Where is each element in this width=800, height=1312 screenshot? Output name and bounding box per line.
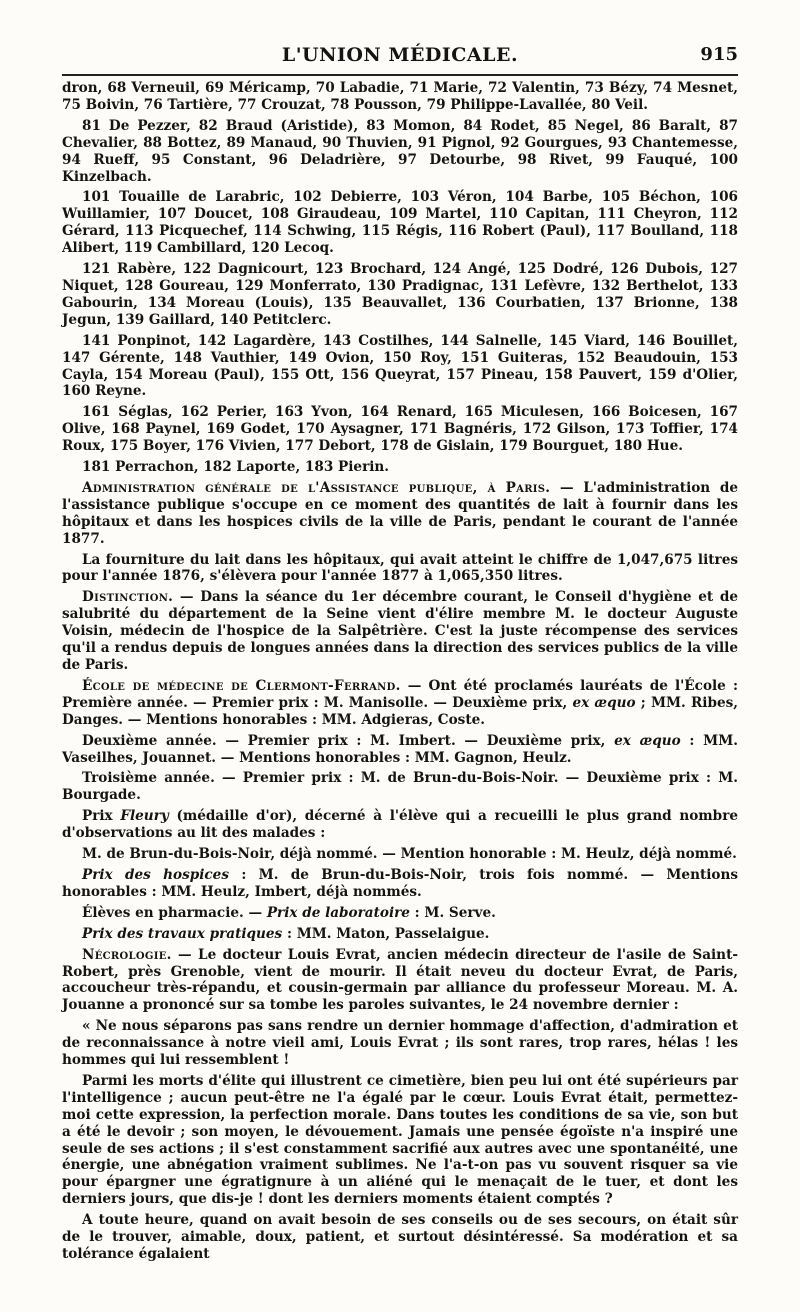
eulogy-paragraph: Parmi les morts d'élite qui illustrent ce cimetière, bien peu lui ont été supérieurs par l'intelligence ; aucun peut-être ne l'a égalé par le cœur. Louis Evrat était, permettez-moi cette expression, la perfection morale. Dans toutes les conditions de sa vie, son but a été le devoir ; son moyen, le dévouement. Jamais une pensée égoïste n'a inspiré une seule de ses actions ; il s'est constamment sacrifié aux autres avec une spontanéité, une énergie, une abnégation vraiment sublimes. Ne l'a-t-on pas vu souvent risquer sa vie pour épargner une égratignure à un aliéné qui le menaçait de le tuer, et dont les derniers jours, que dis-je ! dont les derniers moments étaient comptés ? — [62, 1072, 738, 1208]
fleury-b: (médaille d'or), décerné à l'élève qui a recueilli le plus grand nombre d'observations au lit des malades : — [62, 808, 738, 842]
travaux-text: : MM. Maton, Passelaigue. — [282, 925, 490, 942]
distinction-text: — Dans la séance du 1er décembre courant, le Conseil d'hygiène et de salubrité du département de la Seine vient d'élire membre M. le docteur Auguste Voisin, médecin de l'hospice de la Salpêtrière. C'est la juste récompense des services qu'il a rendus depuis de longues années dans la direction des services publics de la ville de Paris. — [62, 589, 738, 673]
fleury-a: Prix — [82, 808, 121, 825]
third-year-paragraph: Troisième année. — Premier prix : M. de Brun-du-Bois-Noir. — Deuxième prix : M. Bourgade. — [62, 770, 738, 804]
admin-paragraph — [62, 480, 738, 548]
distinction-paragraph — [62, 589, 738, 674]
laureate-list-paragraph: 181 Perrachon, 182 Laporte, 183 Pierin. — [82, 459, 390, 476]
pharmacy-paragraph — [62, 905, 738, 922]
ecole-heading: École de médecine de Clermont-Ferrand. — [82, 677, 401, 694]
eulogy-paragraph: A toute heure, quand on avait besoin de ses conseils ou de ses secours, on était sûr de le trouver, aimable, doux, patient, et surtout désintéressé. Sa modération et sa tolérance égalaient — [62, 1212, 738, 1262]
admin-text: — L'administration de l'assistance publique s'occupe en ce moment des quantités de lait à fournir dans les hôpitaux et dans les hospices civils de la ville de Paris, pendant le courant de l'année 1877. — [62, 479, 738, 547]
fleury-paragraph — [62, 808, 738, 842]
ecole-intro: — Ont été proclamés lauréats de l'École : Première année. — Premier prix : M. Manisolle. — Deuxième prix, — [62, 677, 738, 711]
admin-heading: Administration générale de l'Assistance publique, à Paris. — [82, 479, 551, 496]
header-rule — [62, 74, 738, 76]
second-year-paragraph — [62, 733, 738, 767]
hospices-text: : M. de Brun-du-Bois-Noir, trois fois nommé. — Mentions honorables : MM. Heulz, Imbert, déjà nommés. — [62, 866, 738, 900]
necrologie-paragraph — [62, 947, 738, 1015]
milk-supply-paragraph: La fourniture du lait dans les hôpitaux, qui avait atteint le chiffre de 1,047,675 litres pour l'année 1876, s'élèvera pour l'année 1877 à 1,065,350 litres. — [62, 551, 738, 585]
travaux-paragraph — [62, 926, 738, 943]
necrologie-text: — Le docteur Louis Evrat, ancien médecin directeur de l'asile de Saint-Robert, près Grenoble, vient de mourir. Il était neveu du docteur Evrat, de Paris, accoucheur très-répandu, et cousin-germain par alliance du professeur Moreau. M. A. Jouanne a prononcé sur sa tombe les paroles suivantes, le 24 novembre dernier : — [62, 946, 738, 1014]
hospices-label: Prix des hospices — [82, 866, 229, 883]
necrologie-heading: Nécrologie. — [82, 946, 172, 963]
distinction-heading: Distinction. — [82, 589, 174, 606]
hospices-paragraph — [62, 867, 738, 901]
ex-aequo-text: ex æquo — [614, 732, 681, 749]
laureate-list-paragraph: 141 Ponpinot, 142 Lagardère, 143 Costilhes, 144 Salnelle, 145 Viard, 146 Bouillet, 147 Gérente, 148 Vauthier, 149 Ovion, 150 Roy, 151 Guiteras, 152 Beaudouin, 153 Cayla, 154 Moreau (Paul), 155 Ott, 156 Queyrat, 157 Pineau, 158 Pauvert, 159 d'Olier, 160 Reyne. — [62, 332, 738, 400]
pharmacy-label: Prix de laboratoire — [266, 904, 410, 921]
pharmacy-b: : M. Serve. — [409, 904, 496, 921]
second-year-b: : MM. Vaseilhes, Jouannet. — Mentions honorables : MM. Gagnon, Heulz. — [62, 732, 738, 766]
fleury-name: Fleury — [120, 808, 169, 825]
laureate-list-paragraph: 161 Séglas, 162 Perier, 163 Yvon, 164 Renard, 165 Miculesen, 166 Boicesen, 167 Olive, 168 Paynel, 169 Godet, 170 Aysagner, 171 Bagnéris, 172 Gilson, 173 Toffier, 174 Roux, 175 Boyer, 176 Vivien, 177 Debort, 178 de Gislain, 179 Bourguet, 180 Hue. — [62, 404, 738, 455]
ex-aequo-text: ex æquo — [572, 694, 636, 711]
running-title: L'UNION MÉDICALE. — [281, 44, 519, 66]
pharmacy-a: Élèves en pharmacie. — — [82, 904, 267, 921]
travaux-label: Prix des travaux pratiques — [82, 925, 283, 942]
page-body — [62, 80, 738, 1267]
laureate-list-paragraph: 81 De Pezzer, 82 Braud (Aristide), 83 Momon, 84 Rodet, 85 Negel, 86 Baralt, 87 Chevalier, 88 Bottez, 89 Manaud, 90 Thuvien, 91 Pignol, 92 Gourgues, 93 Chantemesse, 94 Rueff, 95 Constant, 96 Deladrière, 97 Detourbe, 98 Rivet, 99 Fauqué, 100 Kinzelbach. — [62, 117, 738, 185]
laureate-list-paragraph: dron, 68 Verneuil, 69 Méricamp, 70 Labadie, 71 Marie, 72 Valentin, 73 Bézy, 74 Mesnet, 75 Boivin, 76 Tartière, 77 Crouzat, 78 Pousson, 79 Philippe-Lavallée, 80 Veil. — [62, 80, 738, 113]
page-header — [62, 44, 738, 72]
ecole-paragraph — [62, 678, 738, 729]
second-year-a: Deuxième année. — Premier prix : M. Imbert. — Deuxième prix, — [82, 732, 615, 749]
ecole-intro-end: ; MM. Ribes, Danges. — Mentions honorables : MM. Adgieras, Coste. — [62, 694, 738, 728]
laureate-list-paragraph: 121 Rabère, 122 Dagnicourt, 123 Brochard, 124 Angé, 125 Dodré, 126 Dubois, 127 Niquet, 128 Goureau, 129 Monferrato, 130 Pradignac, 131 Lefèvre, 132 Berthelot, 133 Gabourin, 134 Moreau (Louis), 135 Beauvallet, 136 Courbatien, 137 Brionne, 138 Jegun, 139 Gaillard, 140 Petitclerc. — [62, 261, 738, 328]
fleury-winner-paragraph: M. de Brun-du-Bois-Noir, déjà nommé. — Mention honorable : M. Heulz, déjà nommé. — [82, 846, 737, 863]
laureate-list-paragraph: 101 Touaille de Larabric, 102 Debierre, 103 Véron, 104 Barbe, 105 Béchon, 106 Wuillamier, 107 Doucet, 108 Giraudeau, 109 Martel, 110 Capitan, 111 Cheyron, 112 Gérard, 113 Picquechef, 114 Schwing, 115 Régis, 116 Robert (Paul), 117 Boulland, 118 Alibert, 119 Cambillard, 120 Lecoq. — [62, 189, 738, 257]
eulogy-paragraph: « Ne nous séparons pas sans rendre un dernier hommage d'affection, d'admiration et de reconnaissance à notre vieil ami, Louis Evrat ; ils sont rares, trop rares, hélas ! les hommes qui lui ressemblent ! — [62, 1018, 738, 1069]
page-number: 915 — [700, 44, 738, 65]
